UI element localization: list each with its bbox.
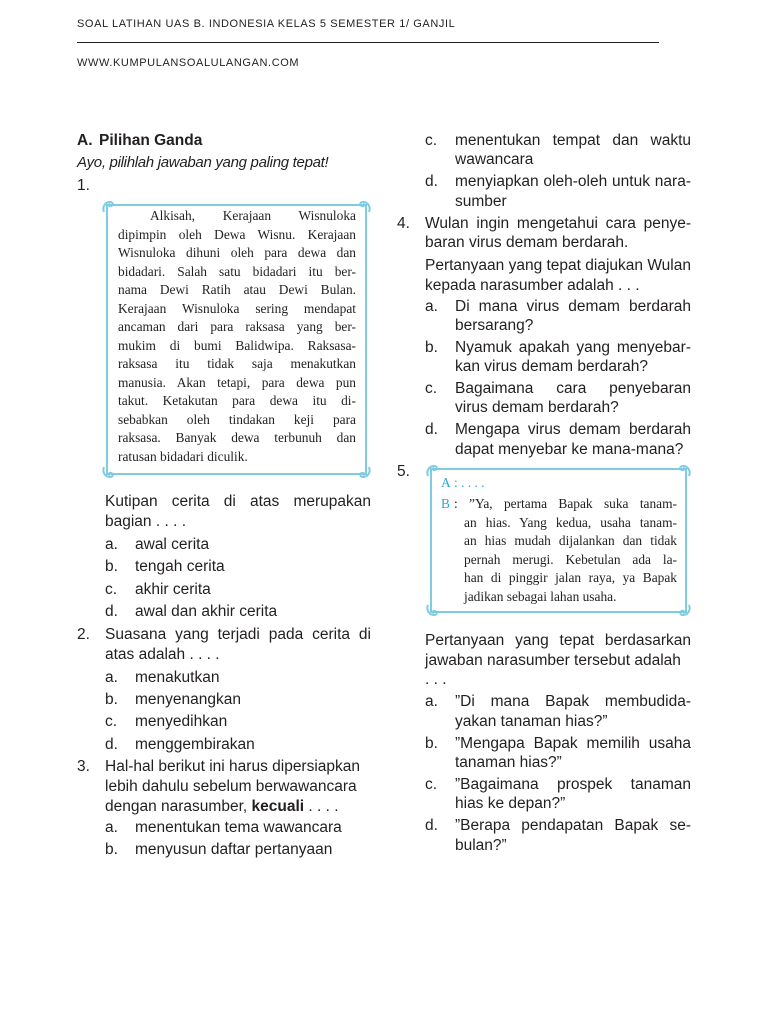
option-text[interactable]: ”Mengapa Bapak memilih usaha [455, 735, 691, 752]
option-text[interactable]: Bagaimana cara penyebaran [455, 380, 691, 397]
option-text[interactable]: menakutkan [135, 669, 220, 686]
option-text[interactable]: awal dan akhir cerita [135, 603, 278, 620]
option-text[interactable]: akhir cerita [135, 581, 211, 598]
corner-curl-icon [425, 463, 439, 477]
option-letter: a. [425, 693, 438, 710]
option-text[interactable]: Nyamuk apakah yang menyebar- [455, 339, 691, 356]
corner-curl-icon [358, 466, 372, 480]
question-2-text: atas adalah . . . . [105, 646, 220, 663]
option-letter: a. [105, 819, 118, 836]
passage-line: Alkisah, Kerajaan Wisnuloka [150, 208, 356, 223]
option-letter: c. [425, 380, 438, 397]
header-website: WWW.KUMPULANSOALULANGAN.COM [77, 57, 300, 69]
option-letter: d. [105, 603, 118, 620]
option-letter: b. [105, 691, 118, 708]
option-text[interactable]: menentukan tempat dan waktu [455, 132, 691, 149]
option-text[interactable]: hias ke depan?” [455, 795, 566, 812]
option-text[interactable]: yakan tanaman hias?” [455, 713, 608, 730]
question-2-number: 2. [77, 626, 90, 643]
question-4-text: Pertanyaan yang tepat diajukan Wulan [425, 257, 691, 274]
corner-curl-icon [101, 199, 115, 213]
option-text[interactable]: dapat menyebar ke mana-mana? [455, 441, 684, 458]
corner-curl-icon [678, 463, 692, 477]
passage-line: mukim di bumi Balidwipa. Raksasa- [118, 337, 356, 353]
question-5-number: 5. [397, 463, 410, 480]
question-3-text: Hal-hal berikut ini harus dipersiapkan [105, 758, 361, 775]
dialog-a-text: : . . . . [454, 475, 485, 490]
passage-line: sebabkan oleh tindakan keji para [118, 411, 356, 427]
question-5-text: jawaban narasumber tersebut adalah [425, 652, 681, 669]
dialog-b-line: pernah merugi. Kebetulan ada la- [464, 551, 677, 567]
question-5-text: . . . [425, 671, 447, 688]
option-letter: a. [105, 536, 118, 553]
option-text[interactable]: ”Bagaimana prospek tanaman [455, 776, 691, 793]
question-3-text: lebih dahulu sebelum berwawancara [105, 778, 357, 795]
section-letter: A. [77, 132, 93, 149]
passage-line: Kerajaan Wisnuloka sering mendapat [118, 300, 356, 316]
option-letter: d. [425, 817, 438, 834]
passage-line: manusia. Akan tetapi, para dewa pun [118, 374, 356, 390]
passage-line: ratusan bidadari diculik. [118, 448, 248, 464]
option-letter: b. [425, 735, 438, 752]
option-text[interactable]: ”Berapa pendapatan Bapak se- [455, 817, 691, 834]
section-instruction: Ayo, pilihlah jawaban yang paling tepat! [77, 154, 329, 171]
corner-curl-icon [358, 199, 372, 213]
question-3-tail: . . . . [308, 798, 339, 815]
question-5-text: Pertanyaan yang tepat berdasarkan [425, 632, 691, 649]
dialog-b-label: B [441, 496, 450, 511]
option-text[interactable]: awal cerita [135, 536, 210, 553]
option-text[interactable]: ”Di mana Bapak membudida- [455, 693, 691, 710]
passage-line: raksasa itu tidak saja menakutkan [118, 356, 356, 371]
question-3-keyword: kecuali [251, 798, 305, 815]
option-text[interactable]: menggembirakan [135, 736, 255, 753]
corner-curl-icon [678, 604, 692, 618]
question-4-text: Wulan ingin mengetahui cara penye- [425, 215, 691, 232]
passage-line: raksasa. Banyak dewa terbunuh dan [118, 430, 356, 445]
option-text[interactable]: sumber [455, 193, 507, 210]
section-heading: Pilihan Ganda [99, 132, 203, 149]
option-text[interactable]: Di mana virus demam berdarah [455, 298, 691, 315]
dialog-b-line: han di pinggir jalan raya, ya Bapak [464, 570, 677, 585]
question-4-text: baran virus demam berdarah. [425, 234, 629, 251]
option-letter: d. [105, 736, 118, 753]
option-text[interactable]: tanaman hias?” [455, 754, 562, 771]
header-title: SOAL LATIHAN UAS B. INDONESIA KELAS 5 SEMESTER 1/ GANJIL [77, 18, 456, 30]
option-letter: a. [425, 298, 438, 315]
corner-curl-icon [101, 466, 115, 480]
option-text[interactable]: menyusun daftar pertanyaan [135, 841, 333, 858]
question-1-text: bagian . . . . [105, 513, 186, 530]
question-3-number: 3. [77, 758, 90, 775]
passage-line: nama Dewi Ratih atau Dewi Bulan. [118, 282, 356, 297]
passage-line: dipimpin oleh Dewa Wisnu. Kerajaan [118, 226, 356, 242]
option-letter: c. [105, 581, 118, 598]
dialog-b-line: jadikan sebagai lahan usaha. [464, 588, 617, 604]
option-text[interactable]: bulan?” [455, 837, 507, 854]
option-text[interactable]: tengah cerita [135, 558, 225, 575]
passage-line: ancaman dari para raksasa yang ber- [118, 319, 356, 334]
option-letter: d. [425, 173, 438, 190]
option-letter: b. [105, 841, 118, 858]
question-4-text: kepada narasumber adalah . . . [425, 277, 640, 294]
option-letter: c. [425, 776, 438, 793]
option-text[interactable]: menyiapkan oleh-oleh untuk nara- [455, 173, 691, 190]
passage-line: takut. Ketakutan para dewa itu di- [118, 393, 356, 408]
dialog-b-line: an hias. Yang kedua, usaha tanam- [464, 514, 677, 530]
option-text[interactable]: menyenangkan [135, 691, 241, 708]
option-letter: b. [425, 339, 438, 356]
dialog-b-line: an hias mudah dijalankan dan tidak [464, 533, 677, 548]
option-letter: c. [425, 132, 438, 149]
dialog-b-line: : ”Ya, pertama Bapak suka tanam- [454, 496, 677, 511]
question-3-text [105, 797, 339, 817]
question-1-text: Kutipan cerita di atas merupakan [105, 493, 371, 510]
question-4-number: 4. [397, 215, 410, 232]
option-letter: d. [425, 421, 438, 438]
option-text[interactable]: kan virus demam berdarah? [455, 358, 648, 375]
question-2-text: Suasana yang terjadi pada cerita di [105, 626, 371, 643]
option-text[interactable]: virus demam berdarah? [455, 399, 619, 416]
question-3-text-part: dengan narasumber, [105, 798, 248, 815]
corner-curl-icon [425, 604, 439, 618]
option-text[interactable]: bersarang? [455, 317, 534, 334]
option-text[interactable]: Mengapa virus demam berdarah [455, 421, 691, 438]
header-rule [77, 42, 659, 43]
passage-line: Wisnuloka dihuni oleh para dewa dan [118, 245, 356, 260]
option-text[interactable]: wawancara [455, 151, 534, 168]
option-letter: c. [105, 713, 118, 730]
option-letter: b. [105, 558, 118, 575]
passage-line: bidadari. Salah satu bidadari itu ber- [118, 263, 356, 279]
option-text[interactable]: menyedihkan [135, 713, 228, 730]
option-text[interactable]: menentukan tema wawancara [135, 819, 342, 836]
option-letter: a. [105, 669, 118, 686]
dialog-a-label: A [441, 475, 451, 490]
question-1-number: 1. [77, 177, 90, 194]
